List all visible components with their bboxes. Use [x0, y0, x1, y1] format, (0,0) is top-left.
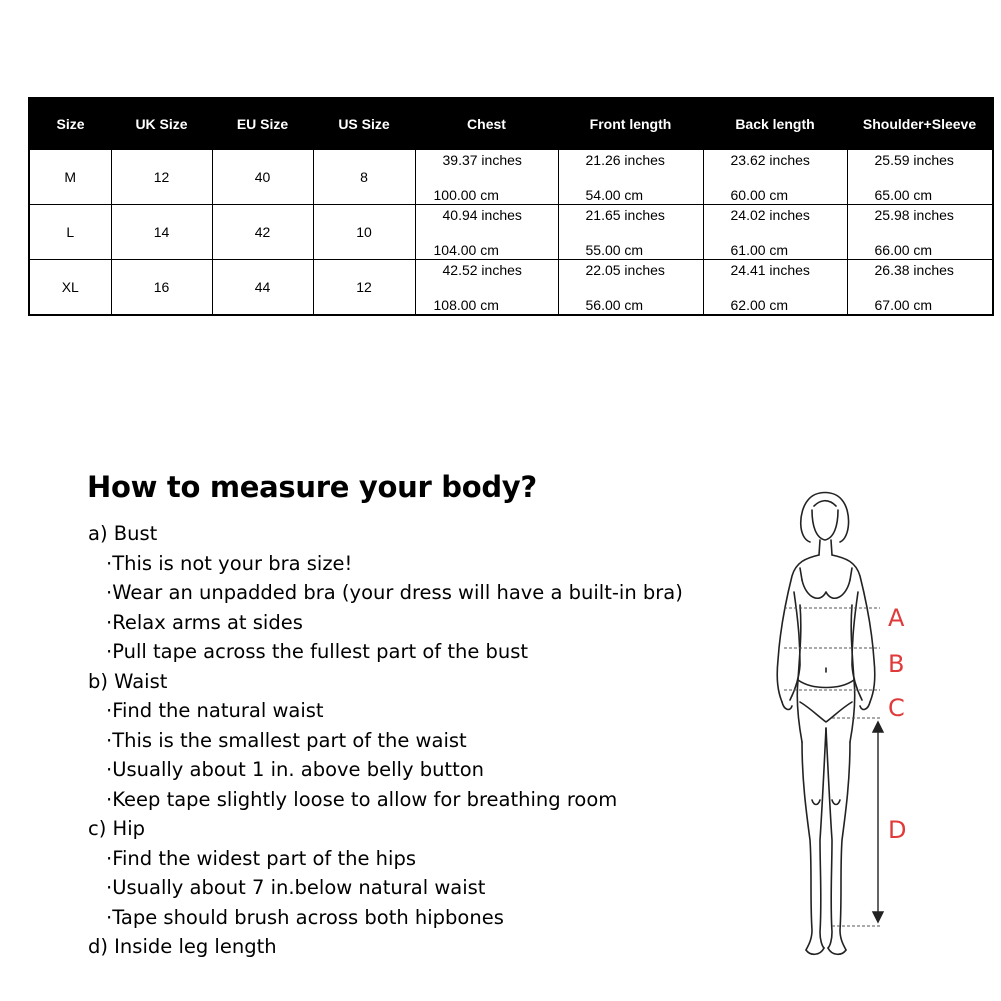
header-front-length: Front length — [558, 98, 703, 150]
body-measurement-figure — [762, 480, 922, 970]
cell-back-length — [703, 260, 847, 316]
value-inches: 25.59 inches — [874, 152, 954, 168]
value-cm: 62.00 cm — [730, 297, 789, 313]
label-a: A — [888, 604, 905, 632]
cell-back-length — [703, 205, 847, 260]
list-item: ·This is the smallest part of the waist — [106, 728, 467, 752]
value-cm: 100.00 cm — [433, 187, 499, 203]
list-item: ·Find the natural waist — [106, 699, 324, 722]
value-inches: 23.62 inches — [730, 152, 810, 168]
measure-guide-list — [88, 519, 683, 962]
label-d: D — [888, 816, 907, 844]
value-cm: 61.00 cm — [730, 242, 789, 258]
table-row — [29, 205, 993, 260]
cell-shoulder-sleeve — [847, 260, 993, 316]
value-cm: 108.00 cm — [433, 297, 499, 313]
size-chart-header-row — [29, 98, 993, 150]
value-cm: 56.00 cm — [585, 297, 644, 313]
cell-chest — [415, 150, 558, 205]
cell-size: M — [29, 150, 111, 205]
value-cm: 104.00 cm — [433, 242, 499, 258]
header-shoulder-sleeve: Shoulder+Sleeve — [847, 98, 993, 150]
list-item: ·Tape should brush across both hipbones — [106, 905, 504, 929]
value-cm: 67.00 cm — [874, 297, 933, 313]
cell-us-size: 12 — [313, 260, 415, 316]
list-item: b) Waist — [88, 669, 168, 693]
value-cm: 60.00 cm — [730, 187, 789, 203]
cell-eu-size: 42 — [212, 205, 313, 260]
cell-front-length — [558, 205, 703, 260]
cell-shoulder-sleeve — [847, 205, 993, 260]
cell-uk-size: 14 — [111, 205, 212, 260]
cell-shoulder-sleeve — [847, 150, 993, 205]
cell-chest — [415, 260, 558, 316]
list-item: ·Usually about 7 in.below natural waist — [106, 876, 486, 899]
header-back-length: Back length — [703, 98, 847, 150]
cell-chest — [415, 205, 558, 260]
body-outline — [777, 493, 875, 955]
cell-eu-size: 44 — [212, 260, 313, 316]
value-cm: 55.00 cm — [585, 242, 644, 258]
table-row — [29, 150, 993, 205]
list-item: ·Keep tape slightly loose to allow for breathing room — [106, 787, 618, 811]
value-inches: 42.52 inches — [442, 262, 522, 278]
inside-leg-arrow — [873, 722, 883, 922]
list-item: ·Find the widest part of the hips — [106, 846, 416, 870]
value-inches: 22.05 inches — [585, 262, 665, 278]
value-inches: 21.26 inches — [585, 152, 665, 168]
list-item: ·Usually about 1 in. above belly button — [106, 758, 485, 781]
value-cm: 65.00 cm — [874, 187, 933, 203]
table-row — [29, 260, 993, 316]
list-item: ·This is not your bra size! — [106, 551, 353, 575]
label-b: B — [888, 650, 905, 678]
cell-size: XL — [29, 260, 111, 316]
list-item: ·Pull tape across the fullest part of the bust — [106, 640, 529, 663]
header-us-size: US Size — [313, 98, 415, 150]
value-inches: 25.98 inches — [874, 207, 954, 223]
cell-uk-size: 16 — [111, 260, 212, 316]
cell-front-length — [558, 260, 703, 316]
list-item: ·Wear an unpadded bra (your dress will have a built-in bra) — [106, 581, 683, 604]
cell-us-size: 8 — [313, 150, 415, 205]
header-uk-size: UK Size — [111, 98, 212, 150]
list-item: ·Relax arms at sides — [106, 610, 303, 634]
list-item: c) Hip — [88, 817, 145, 840]
guide-title: How to measure your body? — [87, 470, 537, 504]
size-chart-table — [28, 97, 994, 316]
header-size: Size — [29, 98, 111, 150]
value-cm: 54.00 cm — [585, 187, 644, 203]
value-inches: 24.02 inches — [730, 207, 810, 223]
cell-uk-size: 12 — [111, 150, 212, 205]
value-inches: 26.38 inches — [874, 262, 954, 278]
value-inches: 40.94 inches — [442, 207, 522, 223]
cell-back-length — [703, 150, 847, 205]
cell-size: L — [29, 205, 111, 260]
value-inches: 21.65 inches — [585, 207, 665, 223]
cell-us-size: 10 — [313, 205, 415, 260]
measure-labels — [888, 604, 906, 844]
header-eu-size: EU Size — [212, 98, 313, 150]
value-inches: 39.37 inches — [442, 152, 522, 168]
value-inches: 24.41 inches — [730, 262, 810, 278]
label-c: C — [888, 694, 905, 722]
list-item: a) Bust — [88, 522, 158, 545]
list-item: d) Inside leg length — [88, 935, 277, 958]
cell-eu-size: 40 — [212, 150, 313, 205]
value-cm: 66.00 cm — [874, 242, 933, 258]
cell-front-length — [558, 150, 703, 205]
header-chest: Chest — [415, 98, 558, 150]
